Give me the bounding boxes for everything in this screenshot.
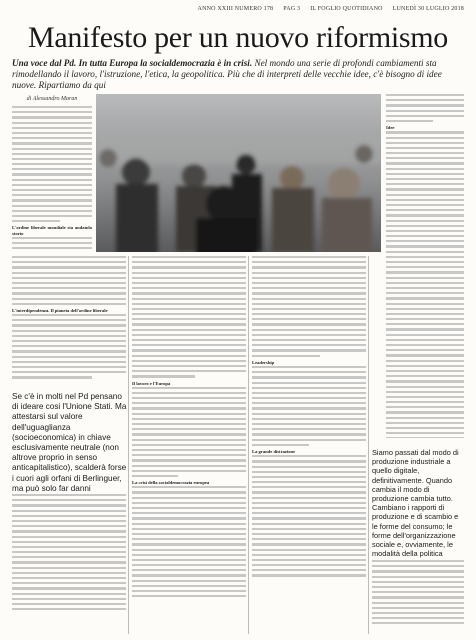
column-middle: [132, 256, 246, 634]
column-divider: [128, 256, 129, 634]
masthead-year: ANNO XXIII NUMERO 178: [197, 6, 274, 12]
masthead-page: PAG 3: [283, 6, 301, 12]
column-left-mid: [12, 256, 126, 390]
deck-rest: Nel mondo una serie di profondi cambiamenti sta rimodellando il lavoro, l'istruzione, l'etica, la geopolitica. Più che di interpreti delle vecchie idee, c'è bisogno di idee nuove. Ripartiamo da qui: [12, 58, 442, 90]
subhead-right-2: La grande distrazione: [252, 448, 296, 454]
subhead-mid-1: Il lavoro e l'Europa: [132, 380, 171, 386]
column-left-bottom: [12, 494, 126, 634]
subhead-mid-2: La crisi della socialdemocrazia europea: [132, 480, 210, 486]
subhead-right-1: Leadership: [252, 359, 275, 365]
masthead-paper: IL FOGLIO QUOTIDIANO: [310, 6, 383, 12]
deck-lead: Una voce dal Pd. In tutta Europa la socialdemocrazia è in crisi.: [12, 58, 253, 68]
body-text-lines: [12, 106, 92, 222]
column-far-right: [386, 94, 464, 438]
subhead-far-right-1: Idee: [386, 125, 395, 131]
audience-photo: [96, 94, 381, 252]
subhead-left-2: L'interdipendenza. Il pianeta dell'ordine liberale: [12, 307, 108, 313]
subhead-left-1: L'ordine liberale mondiale sta andando storto: [12, 225, 92, 236]
article-deck: [12, 58, 464, 91]
column-divider: [368, 256, 369, 634]
pullquote-right: Siamo passati dal modo di produzione industriale a quello digitale, definitivamente. Quando cambia il modo di produzione cambia tutto. Cambiano i rapporti di produzione e di scambio e le forme del consumo; le forme dell'organizzazione sociale e, ovviamente, le modalità della politica: [372, 448, 459, 559]
audience-photo-image: [96, 94, 381, 252]
article-author: di Alessandro Maran: [26, 96, 78, 102]
column-divider: [248, 256, 249, 634]
masthead-date: LUNEDÌ 30 LUGLIO 2018: [392, 6, 464, 12]
column-right-center: [252, 256, 366, 634]
masthead: [12, 6, 464, 16]
pullquote-left: Se c'è in molti nel Pd pensano di ideare cosi l'Unione Stati. Ma attestarsi sul valore dell'uguaglianza (socioeconomica) in chiave esclusivamente neutrale (non altrove proprio in senso anticapitalistico), scalderà forse i cuori agli orfani di Berlinguer, ma può solo far danni: [12, 392, 127, 493]
article-headline: Manifesto per un nuovo riformismo: [27, 21, 449, 54]
column-left-top: [12, 106, 92, 252]
column-far-right-bottom: [372, 560, 464, 634]
